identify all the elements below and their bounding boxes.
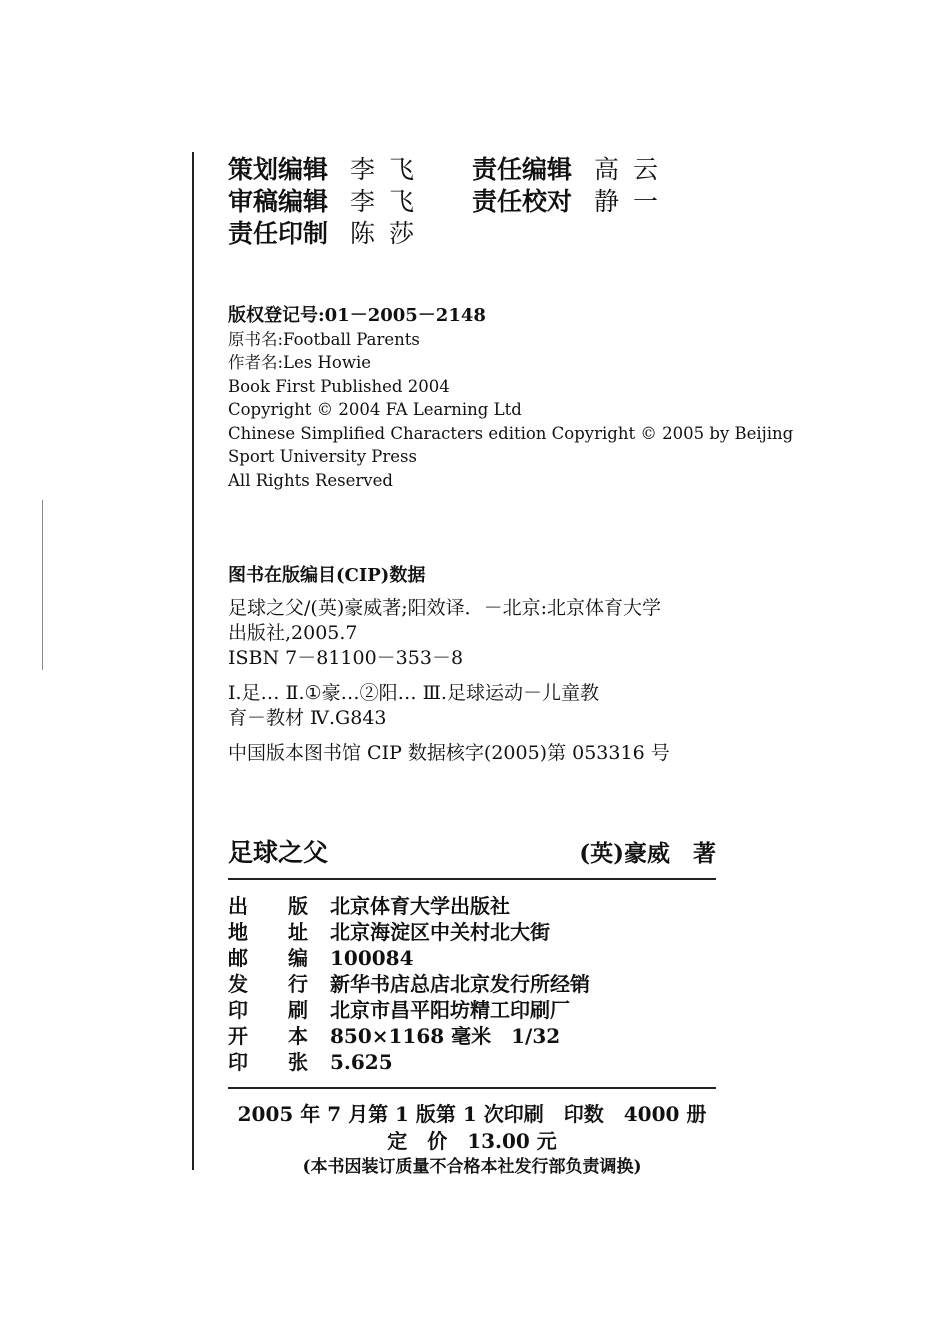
margin-line [192,152,194,1170]
info-row [228,1023,590,1049]
printing-info [228,1101,716,1179]
info-key: 址 [288,920,308,944]
info-key: 本 [288,1024,308,1048]
divider [228,878,716,880]
info-value: 850×1168 毫米 1/32 [330,1024,561,1048]
info-key: 发 [228,972,248,996]
edition-line: 2005 年 7 月第 1 版第 1 次印刷 印数 4000 册 [237,1102,707,1126]
staff-name: 静一 [594,187,673,216]
info-key: 开 [228,1024,248,1048]
cip-classification: 育－教材 Ⅳ.G843 [228,707,387,729]
info-key: 印 [228,998,248,1022]
cip-block [228,562,718,766]
chinese-edition-line: Chinese Simplified Characters edition Copyright © 2005 by Beijing [228,423,794,443]
cip-isbn: ISBN 7－81100－353－8 [228,647,464,669]
rights-reserved: All Rights Reserved [228,470,393,490]
copyright-block [228,304,793,492]
info-value: 北京市昌平阳坊精工印刷厂 [330,998,570,1022]
staff-role: 审稿编辑 [228,187,329,216]
publication-info [228,893,590,1075]
info-key: 印 [228,1050,248,1074]
cip-line: 出版社,2005.7 [228,622,358,644]
price-line: 定 价 13.00 元 [387,1129,557,1153]
info-value: 100084 [330,946,414,970]
staff-name: 陈莎 [350,219,429,248]
margin-mark [42,500,43,670]
info-key: 邮 [228,946,248,970]
info-value: 5.625 [330,1050,393,1074]
info-value: 北京体育大学出版社 [330,894,510,918]
book-title-bar [228,834,716,868]
info-row [228,945,590,971]
copyright-line: Copyright © 2004 FA Learning Ltd [228,400,522,419]
copyright-reg-no: 版权登记号:01－2005－2148 [228,305,486,326]
divider [228,1087,716,1089]
chinese-edition-line: Sport University Press [228,447,417,466]
info-row [228,893,590,919]
info-row [228,919,590,945]
staff-role: 责任印制 [228,219,329,248]
first-published: Book First Published 2004 [228,376,450,396]
info-key: 编 [288,946,308,970]
staff-name: 李飞 [350,155,429,184]
staff-name: 李飞 [350,187,429,216]
info-key: 出 [228,894,248,918]
staff-name: 高云 [594,155,673,184]
info-row [228,1049,590,1075]
book-title: 足球之父 [228,838,329,867]
info-value: 新华书店总店北京发行所经销 [330,972,590,996]
info-key: 张 [288,1050,308,1074]
staff-role: 责任编辑 [472,155,573,184]
staff-role: 责任校对 [472,187,573,216]
cip-number: 中国版本图书馆 CIP 数据核字(2005)第 053316 号 [228,742,670,764]
book-author: (英)豪威 著 [579,839,716,867]
original-author: 作者名:Les Howie [228,353,371,372]
staff-row [228,184,716,216]
staff-row [228,152,716,184]
info-key: 版 [288,894,308,918]
info-key: 行 [288,972,308,996]
info-value: 北京海淀区中关村北大街 [330,920,550,944]
info-key: 地 [228,920,248,944]
original-title: 原书名:Football Parents [228,329,420,349]
cip-classification: Ⅰ.足… Ⅱ.①豪…②阳… Ⅲ.足球运动－儿童教 [228,682,599,704]
staff-row [228,216,716,248]
info-row [228,971,590,997]
info-key: 刷 [288,998,308,1022]
cip-line: 足球之父/(英)豪威著;阳效译．－北京:北京体育大学 [228,597,662,619]
info-row [228,997,590,1023]
cip-heading: 图书在版编目(CIP)数据 [228,565,426,586]
exchange-note: (本书因装订质量不合格本社发行部负责调换) [302,1157,642,1177]
staff-role: 策划编辑 [228,155,329,184]
staff-credits [228,152,716,248]
